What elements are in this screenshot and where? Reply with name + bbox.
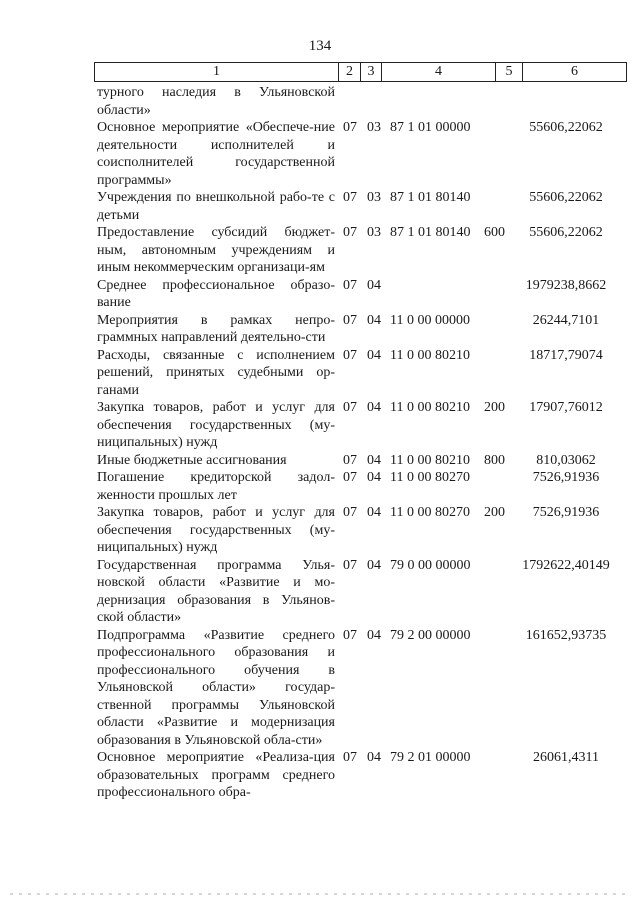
column-header-csr: 4	[382, 63, 496, 81]
row-csr: 79 2 01 00000	[390, 750, 471, 765]
row-csr: 87 1 01 80140	[390, 225, 471, 240]
row-csr: 87 1 01 00000	[390, 120, 471, 135]
row-vr: 200	[484, 505, 505, 520]
row-name: Подпрограмма «Развитие среднего профессионального образования и профессионального обучения в Ульяновской области» государ-ственной программы Ульяновской области «Развитие и модернизация образования в Ульяновской обла-сти»	[97, 627, 335, 748]
table-row	[0, 452, 640, 470]
table-column-header	[94, 62, 627, 82]
row-name: Мероприятия в рамках непро-граммных направлений деятельно-сти	[97, 312, 335, 345]
row-sum: 161652,93735	[525, 627, 607, 643]
table-row	[0, 189, 640, 224]
row-sum: 55606,22062	[529, 190, 603, 205]
row-podrazdel: 04	[367, 627, 381, 643]
row-razdel: 07	[343, 470, 357, 485]
column-header-sum: 6	[571, 64, 578, 79]
row-csr: 79 2 00 00000	[390, 627, 471, 643]
row-vr: 800	[484, 452, 505, 468]
row-razdel: 07	[343, 190, 357, 205]
row-razdel: 07	[343, 557, 357, 573]
table-row	[0, 749, 640, 802]
column-header-vr: 5	[496, 63, 523, 81]
row-name: Закупка товаров, работ и услуг для обеспечения государственных (му-ниципальных) нужд	[97, 505, 335, 555]
row-razdel: 07	[343, 505, 357, 520]
row-name: Учреждения по внешкольной рабо-те с детьми	[97, 190, 335, 223]
row-podrazdel: 04	[367, 557, 381, 573]
row-razdel: 07	[343, 277, 357, 293]
row-name: Расходы, связанные с исполнением решений, принятых судебными ор-ганами	[97, 347, 335, 398]
row-vr: 600	[484, 225, 505, 240]
table-row	[0, 84, 640, 119]
table-row	[0, 119, 640, 189]
row-name: Предоставление субсидий бюджет-ным, автономным учреждениям и иным некоммерческим организаци-ям	[97, 225, 335, 275]
row-podrazdel: 04	[367, 452, 381, 468]
row-podrazdel: 04	[367, 750, 381, 765]
row-name: Основное мероприятие «Реализа-ция образовательных программ среднего профессионального обра-	[97, 750, 335, 800]
column-header-podrazdel: 3	[361, 63, 382, 81]
row-podrazdel: 04	[367, 312, 381, 328]
scan-edge-artifact	[10, 893, 630, 895]
row-razdel: 07	[343, 347, 357, 363]
row-podrazdel: 04	[367, 277, 381, 293]
row-podrazdel: 03	[367, 225, 381, 240]
row-sum: 810,03062	[536, 452, 596, 468]
row-csr: 87 1 01 80140	[390, 190, 471, 205]
table-row	[0, 399, 640, 452]
table-row	[0, 277, 640, 312]
row-name: Государственная программа Улья-новской области «Развитие и мо-дернизация образования в Ульянов-ской области»	[97, 557, 335, 625]
row-sum: 26061,4311	[533, 750, 599, 765]
page-number: 134	[308, 38, 332, 54]
row-sum: 17907,76012	[529, 400, 603, 415]
row-sum: 18717,79074	[529, 347, 603, 363]
row-razdel: 07	[343, 627, 357, 643]
row-podrazdel: 03	[367, 190, 381, 205]
row-razdel: 07	[343, 750, 357, 765]
row-csr: 11 0 00 80270	[390, 470, 470, 485]
row-csr: 11 0 00 00000	[390, 312, 470, 328]
table-row	[0, 627, 640, 750]
row-razdel: 07	[343, 400, 357, 415]
row-vr: 200	[484, 400, 505, 415]
row-podrazdel: 04	[367, 505, 381, 520]
row-name: турного наследия в Ульяновской области»	[97, 85, 335, 118]
column-header-razdel: 2	[339, 63, 361, 81]
row-podrazdel: 04	[367, 470, 381, 485]
row-razdel: 07	[343, 312, 357, 328]
row-sum: 55606,22062	[529, 120, 603, 135]
row-razdel: 07	[343, 225, 357, 240]
row-name: Погашение кредиторской задол-женности прошлых лет	[97, 470, 335, 503]
budget-table-body	[0, 84, 640, 802]
table-row	[0, 504, 640, 557]
row-csr: 11 0 00 80270	[390, 505, 470, 520]
row-razdel: 07	[343, 452, 357, 468]
row-sum: 26244,7101	[532, 312, 600, 328]
row-name: Закупка товаров, работ и услуг для обеспечения государственных (му-ниципальных) нужд	[97, 400, 335, 450]
row-name: Среднее профессиональное образо-вание	[97, 277, 335, 310]
row-sum: 7526,91936	[532, 505, 600, 520]
row-csr: 11 0 00 80210	[390, 400, 470, 415]
table-row	[0, 347, 640, 400]
row-csr: 11 0 00 80210	[390, 452, 470, 468]
row-sum: 1979238,8662	[525, 277, 607, 293]
row-sum: 55606,22062	[529, 225, 603, 240]
table-row	[0, 557, 640, 627]
row-podrazdel: 04	[367, 347, 381, 363]
row-sum: 1792622,40149	[522, 557, 610, 573]
row-razdel: 07	[343, 120, 357, 135]
table-row	[0, 224, 640, 277]
row-name: Иные бюджетные ассигнования	[97, 452, 287, 468]
row-csr: 11 0 00 80210	[390, 347, 470, 363]
row-csr: 79 0 00 00000	[390, 557, 471, 573]
table-row	[0, 469, 640, 504]
column-header-name: 1	[95, 63, 339, 81]
row-sum: 7526,91936	[532, 470, 600, 485]
table-row	[0, 312, 640, 347]
row-podrazdel: 04	[367, 400, 381, 415]
row-name: Основное мероприятие «Обеспече-ние деятельности исполнителей и соисполнителей государственной программы»	[97, 120, 335, 188]
row-podrazdel: 03	[367, 120, 381, 135]
